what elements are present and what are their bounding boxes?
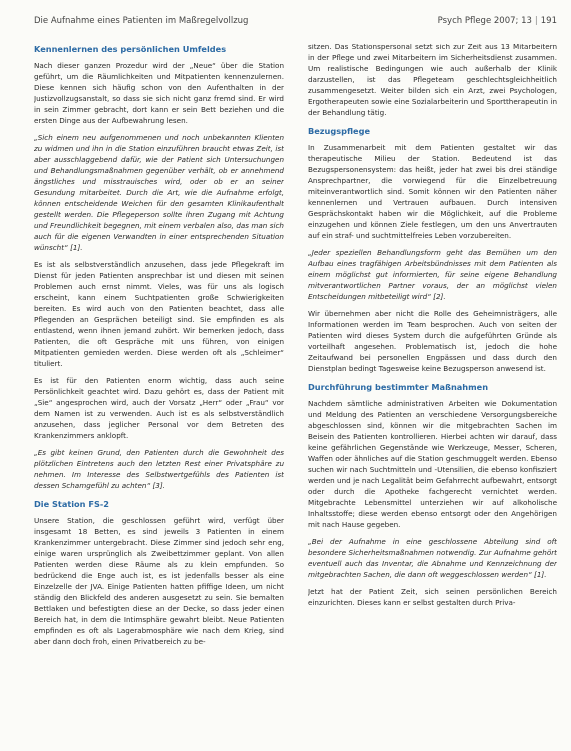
- paragraph: Jetzt hat der Patient Zeit, sich seinen persönlichen Bereich einzurichten. Dieses kann er selbst gestalten durch Priva-: [308, 587, 557, 607]
- left-column: [34, 44, 284, 750]
- journal-name: Psych Pflege 2007; 13: [437, 16, 532, 26]
- heading-kennenlernen: Kennenlernen des persönlichen Umfeldes: [34, 44, 227, 54]
- running-header: [34, 16, 557, 30]
- quote: „Bei der Aufnahme in eine geschlossene Abteilung sind oft besondere Sicherheitsmaßnahmen notwendig. Zur Aufnahme gehört eventuell auch das Inventar, die Abnahme und Kennzeichnung der mitgebrachten Sachen, die dann oft weggeschlossen werden“ [1].: [308, 537, 557, 579]
- heading-durchfuehrung: Durchführung bestimmter Maßnahmen: [308, 382, 489, 392]
- paragraph: Nachdem sämtliche administrativen Arbeiten wie Dokumentation und Meldung des Patienten an verschiedene Versorgungsbereiche abgeschlossen sind, können wir die mitgebrachten Sachen im Beisein des Patienten kontrollieren. Hierbei achten wir darauf, dass keine gefährlichen Gegenstände wie Werkzeuge, Messer, Scheren, Waffen oder ähnliches auf die Station geschmuggelt werden. Ebenso suchen wir nach Suchtmitteln und -Utensilien, die ebenso konfisziert werden und je nach Legalität beim Gefahrrecht aufbewahrt, entsorgt oder durch die Apotheke fachgerecht vernichtet werden. Mitgebrachte Lebensmittel unterziehen wir auf alkoholische Inhaltsstoffe; diese werden ebenso entsorgt oder den Angehörigen mit nach Hause gegeben.: [308, 399, 557, 529]
- paragraph: Es ist für den Patienten enorm wichtig, dass auch seine Persönlichkeit geachtet wird. Dazu gehört es, dass der Patient mit „Sie“ angesprochen wird, auch der Vorsatz „Herr“ oder „Frau“ vor dem Namen ist zu verwenden. Auch ist es als selbstverständlich anzusehen, dass jeglicher Personal vor dem Betreten des Krankenzimmers anklopft.: [34, 376, 284, 440]
- heading-bezugspflege: Bezugspflege: [308, 126, 371, 136]
- paragraph: Es ist als selbstverständlich anzusehen, dass jede Pflegekraft im Dienst für jeden Patienten ansprechbar ist und diesen mit seinen Problemen auch ernst nimmt. Vieles, was für uns als logisch erscheint, kann einem Suchtpatienten große Schwierigkeiten bereiten. Es wird auch von den Patienten beachtet, dass alle Pflegenden an Gesprächen beteiligt sind. Sie empfinden es als entlastend, wenn ihnen jemand zuhört. Wir bemerken jedoch, dass Patienten, die oft Gespräche mit uns führen, von einigen Mitpatienten gemieden werden. Diese werden oft als „Schleimer“ tituliert.: [34, 260, 284, 368]
- quote: „Sich einem neu aufgenommenen und noch unbekannten Klienten zu widmen und ihn in die Station einzuführen braucht etwas Zeit, ist aber ausschlaggebend dafür, wie der Patient sich Untersuchungen und Behandlungsmaßnahmen gegenüber verhält, ob er annehmend ängstliches und misstrauisches wird, oder ob er an seiner Gesundung mitarbeitet. Durch die Art, wie die Aufnahme erfolgt, können entscheidende Weichen für den gesamten Klinikaufenthalt gestellt werden. Die Pflegeperson sollte ihren Zugang mit Achtung und Freundlichkeit begegnen, mit einem verbalen also, das man sich auch für die eigenen Verwandten in einer entsprechenden Situation wünscht“ [1].: [34, 133, 284, 252]
- paragraph: In Zusammenarbeit mit dem Patienten gestaltet wir das therapeutische Milieu der Station. Bedeutend ist das Bezugspersonensystem: das heißt, jeder hat zwei bis drei ständige Ansprechpartner, die vorwiegend für die Einzelbetreuung miteinverantwortlich sind. Somit können wir den Patienten näher kennenlernen und Vertrauen aufbauen. Durch intensiven Gesprächskontakt haben wir die Möglichkeit, auf die Probleme einzugehen und können Ziele festlegen, um den uns Anvertrauten auf ein straf- und suchtmittelfreies Leben vorzubereiten.: [308, 143, 557, 240]
- heading-station: Die Station FS-2: [34, 499, 109, 509]
- page-number: 191: [540, 16, 557, 26]
- paragraph: Wir übernehmen aber nicht die Rolle des Geheimnisträgers, alle Informationen werden im Team besprochen. Auch von seiten der Patienten wird dieses System durch die aufgeführten Gründe als vorteilhaft angesehen. Problematisch ist, jedoch die hohe Zeitaufwand bei personellen Engpässen und dass durch den Dienstplan bedingt Tagesweise keine Bezugsperson anwesend ist.: [308, 309, 557, 373]
- paragraph: Unsere Station, die geschlossen geführt wird, verfügt über insgesamt 18 Betten, es sind jeweils 3 Patienten in einem Krankenzimmer untergebracht. Diese Zimmer sind jedoch sehr eng, einige waren ursprünglich als Zweibettzimmer geplant. Von allen Patienten werden diese Räume als zu klein empfunden. So bedrückend die Enge auch ist, es ist jedenfalls besser als eine Einzelzelle der JVA. Einige Patienten hatten pfiffige Ideen, um nicht ständig den Blickfeld des anderen ausgesetzt zu sein. Sie bemalten Bettlaken und befestigten diese an der Decke, so dass jeder einen Bereich hat, in dem die Intimsphäre gewahrt bleibt. Neue Patienten empfinden es oft als Lagerabmosphäre wie nach dem Krieg, sind aber dann doch froh, einen Privatbereich zu be-: [34, 516, 284, 646]
- right-column: [308, 44, 557, 750]
- paragraph: sitzen. Das Stationspersonal setzt sich zur Zeit aus 13 Mitarbeitern in der Pflege und zwei Mitarbeitern im Sicherheitsdienst zusammen. Um realistische Bedingungen wie auch außerhalb der Klinik darzustellen, ist das Pflegeteam geschlechtsgleichheitlich zusammengesetzt. Weiter bilden sich ein Arzt, zwei Psychologen, Ergotherapeuten sowie eine Sozialarbeiterin und Sporttherapeutin in der Behandlung tätig.: [308, 44, 557, 117]
- journal-citation: [438, 16, 557, 26]
- header-separator: |: [534, 16, 538, 26]
- quote: „Es gibt keinen Grund, den Patienten durch die Gewohnheit des plötzlichen Eintretens auch den letzten Rest einer Privatsphäre zu nehmen. Im Interesse des Selbstwertgefühls des Patienten ist dessen Schamgefühl zu achten“ [3].: [34, 448, 284, 490]
- quote: „Jeder speziellen Behandlungsform geht das Bemühen um den Aufbau eines tragfähigen Arbeitsbündnisses mit dem Patienten als einem möglichst gut informierten, für seine eigene Behandlung mitverantwortlichen Partner voraus, der an möglichst vielen Entscheidungen mitbeteiligt wird“ [2].: [308, 248, 557, 301]
- paragraph: Nach dieser ganzen Prozedur wird der „Neue“ über die Station geführt, um die Räumlichkeiten und Mitpatienten kennenzulernen. Diese kennen sich häufig schon von den Aufenthalten in der Justizvollzugsanstalt, so dass sie sich nicht ganz fremd sind. Er wird in sein Zimmer gebracht, dort kann er sein Bett beziehen und die ersten Dinge aus der Aufbewahrung lesen.: [34, 61, 284, 125]
- running-title: Die Aufnahme eines Patienten im Maßregelvollzug: [34, 16, 249, 26]
